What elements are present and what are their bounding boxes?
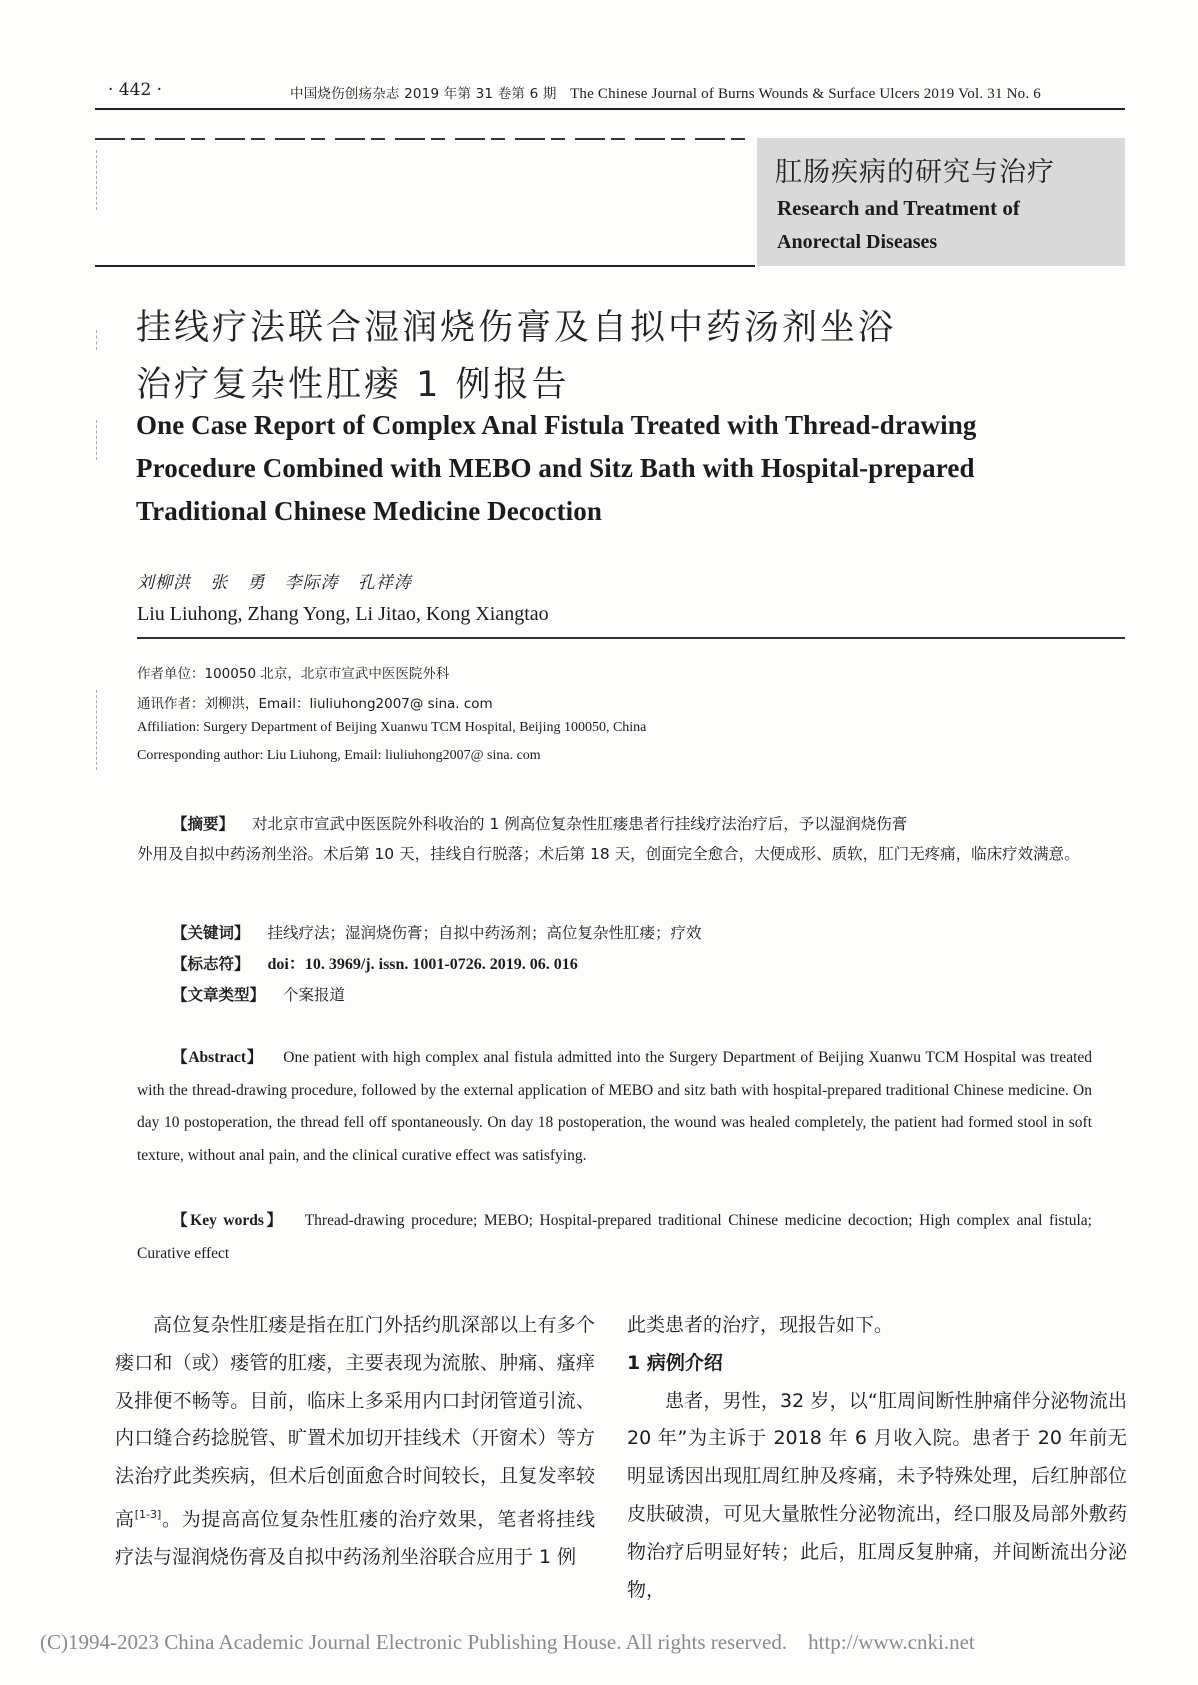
keywords-en — [137, 1205, 1092, 1270]
body-right-paragraph-1: 此类患者的治疗，现报告如下。 — [627, 1314, 894, 1336]
authors-cn: 刘柳洪 张 勇 李际涛 孔祥涛 — [137, 573, 412, 593]
page-number: · 442 · — [108, 80, 163, 100]
scan-mark — [96, 150, 101, 210]
header-rule — [95, 108, 1125, 110]
corresponding-author-cn: 通讯作者：刘柳洪，Email：liuliuhong2007@ sina. com — [137, 696, 493, 712]
abstract-en — [137, 1042, 1092, 1172]
body-left-text-b: 。为提高高位复杂性肛瘘的治疗效果，笔者将挂线疗法与湿润烧伤膏及自拟中药汤剂坐浴联合应用于 1 例 — [115, 1508, 595, 1569]
citation: [1-3] — [134, 1507, 162, 1521]
keywords-cn-text: 挂线疗法；湿润烧伤膏；自拟中药汤剂；高位复杂性肛瘘；疗效 — [267, 924, 702, 942]
copyright-footer — [40, 1630, 975, 1655]
article-title-cn-line1: 挂线疗法联合湿润烧伤膏及自拟中药汤剂坐浴 — [136, 308, 897, 348]
section-heading: 1 病例介绍 — [627, 1351, 723, 1374]
column-title-en-line2: Anorectal Diseases — [777, 231, 938, 253]
keywords-cn-label: 【关键词】 — [172, 924, 250, 942]
authors-en: Liu Liuhong, Zhang Yong, Li Jitao, Kong Xiangtao — [137, 603, 549, 625]
abstract-cn-label: 【摘要】 — [172, 815, 235, 833]
doi-value: doi：10. 3969/j. issn. 1001-0726. 2019. 06. 016 — [267, 956, 578, 973]
body-left-text-a: 高位复杂性肛瘘是指在肛门外括约肌深部以上有多个瘘口和（或）瘘管的肛瘘，主要表现为流脓、肿痛、瘙痒及排便不畅等。目前，临床上多采用内口封闭管道引流、内口缝合药捻脱管、旷置术加切开挂线术（开窗术）等方法治疗此类疾病，但术后创面愈合时间较长，且复发率较高 — [115, 1314, 595, 1531]
keywords-en-text: Thread-drawing procedure; MEBO; Hospital-prepared traditional Chinese medicine decoction; High complex anal fistula; Curative effect — [137, 1212, 1092, 1262]
copyright-text: (C)1994-2023 China Academic Journal Electronic Publishing House. All rights reserved. — [40, 1630, 788, 1654]
body-left-column — [115, 1307, 595, 1577]
affiliation-cn: 作者单位：100050 北京，北京市宣武中医医院外科 — [137, 666, 450, 682]
doi-label: 【标志符】 — [172, 955, 250, 973]
scan-mark — [96, 330, 101, 350]
article-type — [172, 980, 1092, 1010]
scan-mark — [96, 690, 101, 770]
journal-title-cn: 中国烧伤创疡杂志 2019 年第 31 卷第 6 期 — [290, 86, 557, 102]
article-type-value: 个案报道 — [283, 986, 346, 1004]
abstract-cn-text-first: 对北京市宣武中医医院外科收治的 1 例高位复杂性肛瘘患者行挂线疗法治疗后，予以湿润烧伤膏 — [252, 815, 908, 833]
decorative-dashed-rule — [95, 138, 755, 140]
corresponding-author-en: Corresponding author: Liu Liuhong, Email: liuliuhong2007@ sina. com — [137, 748, 541, 763]
running-header — [290, 82, 1125, 103]
body-right-column — [627, 1307, 1127, 1609]
abstract-cn-text-rest: 外用及自拟中药汤剂坐浴。术后第 10 天，挂线自行脱落；术后第 18 天，创面完全愈合，大便成形、质软，肛门无疼痛，临床疗效满意。 — [137, 845, 1080, 863]
article-title-en-line2: Procedure Combined with MEBO and Sitz Bath with Hospital-prepared — [136, 453, 975, 483]
journal-title-en: The Chinese Journal of Burns Wounds & Surface Ulcers 2019 Vol. 31 No. 6 — [570, 86, 1041, 102]
article-title-en-line3: Traditional Chinese Medicine Decoction — [136, 496, 603, 526]
article-type-label: 【文章类型】 — [172, 986, 266, 1004]
section-rule — [95, 265, 755, 267]
abstract-cn — [137, 809, 1092, 869]
abstract-en-text: One patient with high complex anal fistula admitted into the Surgery Department of Beijing Xuanwu TCM Hospital was treated with the thread-drawing procedure, followed by the external application of MEBO and sitz bath with hospital-prepared traditional Chinese medicine. On day 10 postoperation, the thread fell off spontaneously. On day 18 postoperation, the wound was healed completely, the patient had formed stool in soft texture, without anal pain, and the clinical curative effect was satisfying. — [137, 1049, 1093, 1164]
article-title-cn-line2: 治疗复杂性肛瘘 1 例报告 — [136, 365, 570, 405]
keywords-cn — [172, 918, 1092, 948]
author-rule — [137, 637, 1125, 639]
abstract-en-label: 【Abstract】 — [172, 1049, 264, 1066]
scan-mark — [96, 420, 101, 460]
article-title-en-line1: One Case Report of Complex Anal Fistula Treated with Thread-drawing — [136, 410, 977, 440]
cnki-link[interactable]: http://www.cnki.net — [808, 1630, 975, 1654]
keywords-en-label: 【Key words】 — [172, 1212, 285, 1229]
affiliation-en: Affiliation: Surgery Department of Beijing Xuanwu TCM Hospital, Beijing 100050, China — [137, 720, 647, 735]
body-right-paragraph-2: 患者，男性，32 岁，以“肛周间断性肿痛伴分泌物流出 20 年”为主诉于 2018 年 6 月收入院。患者于 20 年前无明显诱因出现肛周红肿及疼痛，未予特殊处理，后红肿部位皮肤破溃，可见大量脓性分泌物流出，经口服及局部外敷药物治疗后明显好转；此后，肛周反复肿痛，并间断流出分泌物， — [627, 1389, 1127, 1601]
column-title-en-line1: Research and Treatment of — [777, 196, 1020, 220]
column-title-cn: 肛肠疾病的研究与治疗 — [775, 157, 1055, 188]
doi-line — [172, 949, 1092, 980]
